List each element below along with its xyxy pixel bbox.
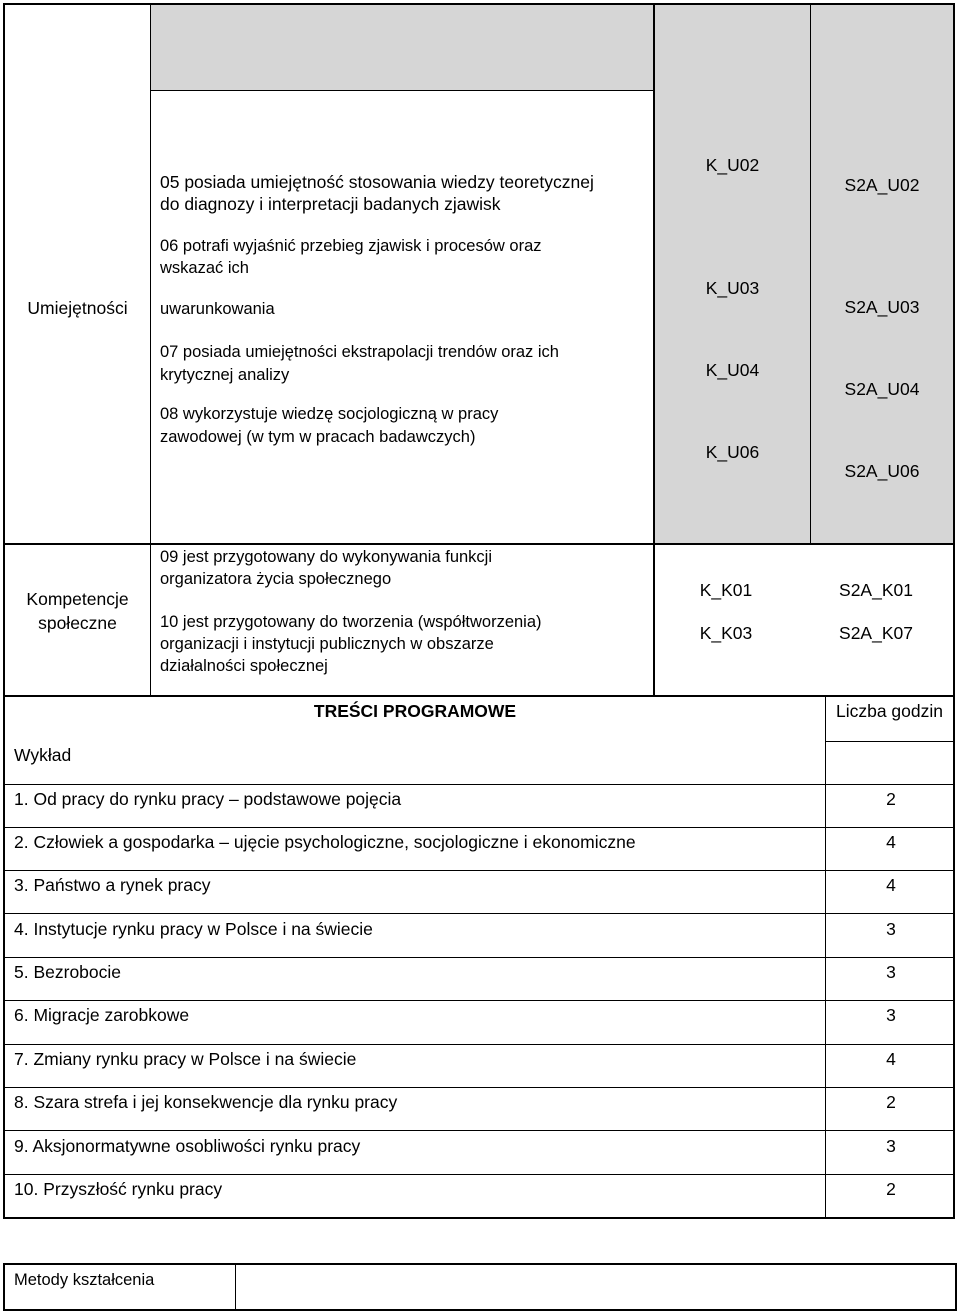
lecture-type-label: Wykład (14, 745, 72, 765)
topic-hours: 4 (886, 875, 896, 895)
topic-title: 3. Państwo a rynek pracy (14, 875, 211, 895)
area-code: S2A_U03 (844, 297, 920, 317)
program-header: TREŚCI PROGRAMOWE (313, 701, 517, 721)
topic-title: 8. Szara strefa i jej konsekwencje dla rynku pracy (14, 1092, 398, 1112)
topic-title: 10. Przyszłość rynku pracy (14, 1179, 223, 1199)
area-code: S2A_U04 (844, 379, 920, 399)
outcome-06-line1: 06 potrafi wyjaśnić przebieg zjawisk i procesów oraz (160, 237, 542, 255)
topic-title: 4. Instytucje rynku pracy w Polsce i na świecie (14, 919, 373, 939)
topic-hours: 3 (886, 919, 896, 939)
outcome-05-line1: 05 posiada umiejętność stosowania wiedzy teoretycznej (160, 172, 594, 192)
outcome-08-line2: zawodowej (w tym w pracach badawczych) (160, 428, 476, 446)
course-code: K_K01 (699, 580, 753, 600)
topic-title: 6. Migracje zarobkowe (14, 1005, 190, 1025)
outcome-10-line2: organizacji i instytucji publicznych w obszarze (160, 635, 494, 653)
social-category-label-line1: Kompetencje (26, 589, 129, 609)
outcome-10-line1: 10 jest przygotowany do tworzenia (współtworzenia) (160, 613, 542, 631)
course-code: K_U04 (705, 360, 760, 380)
topic-hours: 4 (886, 832, 896, 852)
area-code: S2A_U06 (844, 461, 920, 481)
outcome-09-line2: organizatora życia społecznego (160, 570, 392, 588)
topic-hours: 2 (886, 1092, 896, 1112)
topic-title: 9. Aksjonormatywne osobliwości rynku pracy (14, 1136, 361, 1156)
outcome-07-line1: 07 posiada umiejętności ekstrapolacji trendów oraz ich (160, 343, 559, 361)
topic-title: 1. Od pracy do rynku pracy – podstawowe pojęcia (14, 789, 402, 809)
course-code: K_U06 (705, 442, 760, 462)
topic-hours: 3 (886, 1005, 896, 1025)
hours-header: Liczba godzin (835, 701, 944, 721)
topic-title: 2. Człowiek a gospodarka – ujęcie psychologiczne, socjologiczne i ekonomiczne (14, 832, 636, 852)
grey-top-cell (150, 3, 653, 90)
outcome-10-line3: działalności społecznej (160, 657, 328, 675)
skills-category-label: Umiejętności (27, 298, 128, 318)
topic-hours: 2 (886, 789, 896, 809)
methods-label: Metody kształcenia (14, 1271, 155, 1289)
course-code: K_U02 (705, 155, 760, 175)
course-code: K_U03 (705, 278, 760, 298)
topic-title: 7. Zmiany rynku pracy w Polsce i na świecie (14, 1049, 357, 1069)
outcome-09-line1: 09 jest przygotowany do wykonywania funkcji (160, 548, 493, 566)
topic-hours: 4 (886, 1049, 896, 1069)
area-code: S2A_K01 (839, 580, 913, 600)
outcome-06-line2: wskazać ich (160, 259, 249, 277)
outcome-08-line1: 08 wykorzystuje wiedzę socjologiczną w pracy (160, 405, 499, 423)
social-category-label-line2: społeczne (38, 613, 117, 633)
outcome-05-line2: do diagnozy i interpretacji badanych zjawisk (160, 194, 501, 214)
topic-hours: 3 (886, 1136, 896, 1156)
outcome-07-line2: krytycznej analizy (160, 366, 290, 384)
course-code: K_K03 (699, 623, 753, 643)
topic-hours: 3 (886, 962, 896, 982)
topic-title: 5. Bezrobocie (14, 962, 122, 982)
topic-hours: 2 (886, 1179, 896, 1199)
area-code: S2A_K07 (839, 623, 913, 643)
outcome-06-line3: uwarunkowania (160, 300, 275, 318)
area-code: S2A_U02 (844, 175, 920, 195)
